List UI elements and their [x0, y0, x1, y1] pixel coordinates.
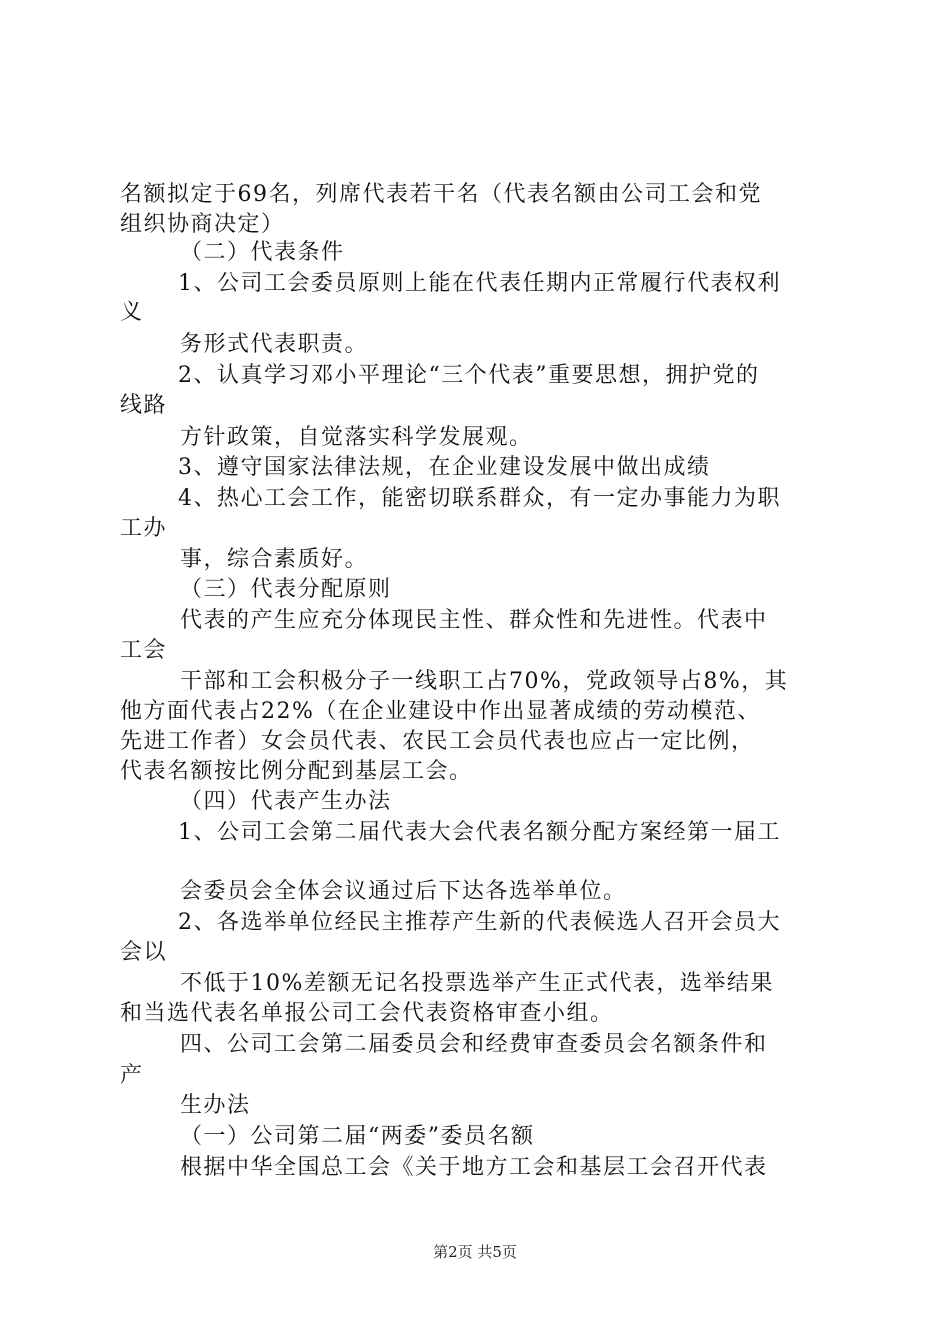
text-line-2: 组织协商决定）: [120, 212, 285, 237]
text-line-32: 根据中华全国总工会《关于地方工会和基层工会召开代表: [180, 1155, 768, 1180]
text-line-26: 不低于10%差额无记名投票选举产生正式代表，选举结果: [180, 971, 774, 996]
page-footer: 第2页 共5页: [433, 1243, 517, 1261]
text-line-28: 四、公司工会第二届委员会和经费审查委员会名额条件和: [180, 1032, 768, 1057]
text-line-11: 4、热心工会工作，能密切联系群众，有一定办事能力为职: [178, 486, 781, 511]
text-line-18: 他方面代表占22%（在企业建设中作出显著成绩的劳动模范、: [120, 699, 761, 724]
text-line-7: 2、认真学习邓小平理论“三个代表”重要思想，拥护党的: [178, 363, 760, 388]
text-line-29: 产: [120, 1063, 144, 1088]
section-heading-5: （一）公司第二届“两委”委员名额: [180, 1124, 535, 1149]
text-line-9: 方针政策，自觉落实科学发展观。: [180, 425, 533, 450]
section-heading-2: （二）代表条件: [180, 240, 345, 265]
text-line-24: 2、各选举单位经民主推荐产生新的代表候选人召开会员大: [178, 910, 781, 935]
text-line-27: 和当选代表名单报公司工会代表资格审查小组。: [120, 1001, 614, 1026]
text-line-6: 务形式代表职责。: [180, 332, 369, 357]
text-line-10: 3、遵守国家法律法规，在企业建设发展中做出成绩: [178, 455, 711, 480]
text-line-30: 生办法: [180, 1093, 251, 1118]
text-line-15: 代表的产生应充分体现民主性、群众性和先进性。代表中: [180, 608, 768, 633]
text-line-22: 1、公司工会第二届代表大会代表名额分配方案经第一届工: [178, 820, 781, 845]
text-line-5: 义: [120, 300, 144, 325]
text-line-20: 代表名额按比例分配到基层工会。: [120, 759, 473, 784]
text-line-1: 名额拟定于69名，列席代表若干名（代表名额由公司工会和党: [120, 182, 762, 207]
text-line-8: 线路: [120, 393, 168, 418]
text-line-23: 会委员会全体会议通过后下达各选举单位。: [180, 879, 627, 904]
section-heading-4: （四）代表产生办法: [180, 789, 392, 814]
text-line-12: 工办: [120, 516, 168, 541]
text-line-16: 工会: [120, 638, 168, 663]
text-line-19: 先进工作者）女会员代表、农民工会员代表也应占一定比例，: [120, 729, 755, 754]
text-line-13: 事，综合素质好。: [180, 547, 369, 572]
section-heading-3: （三）代表分配原则: [180, 577, 392, 602]
text-line-4: 1、公司工会委员原则上能在代表任期内正常履行代表权利: [178, 271, 781, 296]
text-line-25: 会以: [120, 940, 168, 965]
text-line-17: 干部和工会积极分子一线职工占70%，党政领导占8%，其: [180, 669, 789, 694]
